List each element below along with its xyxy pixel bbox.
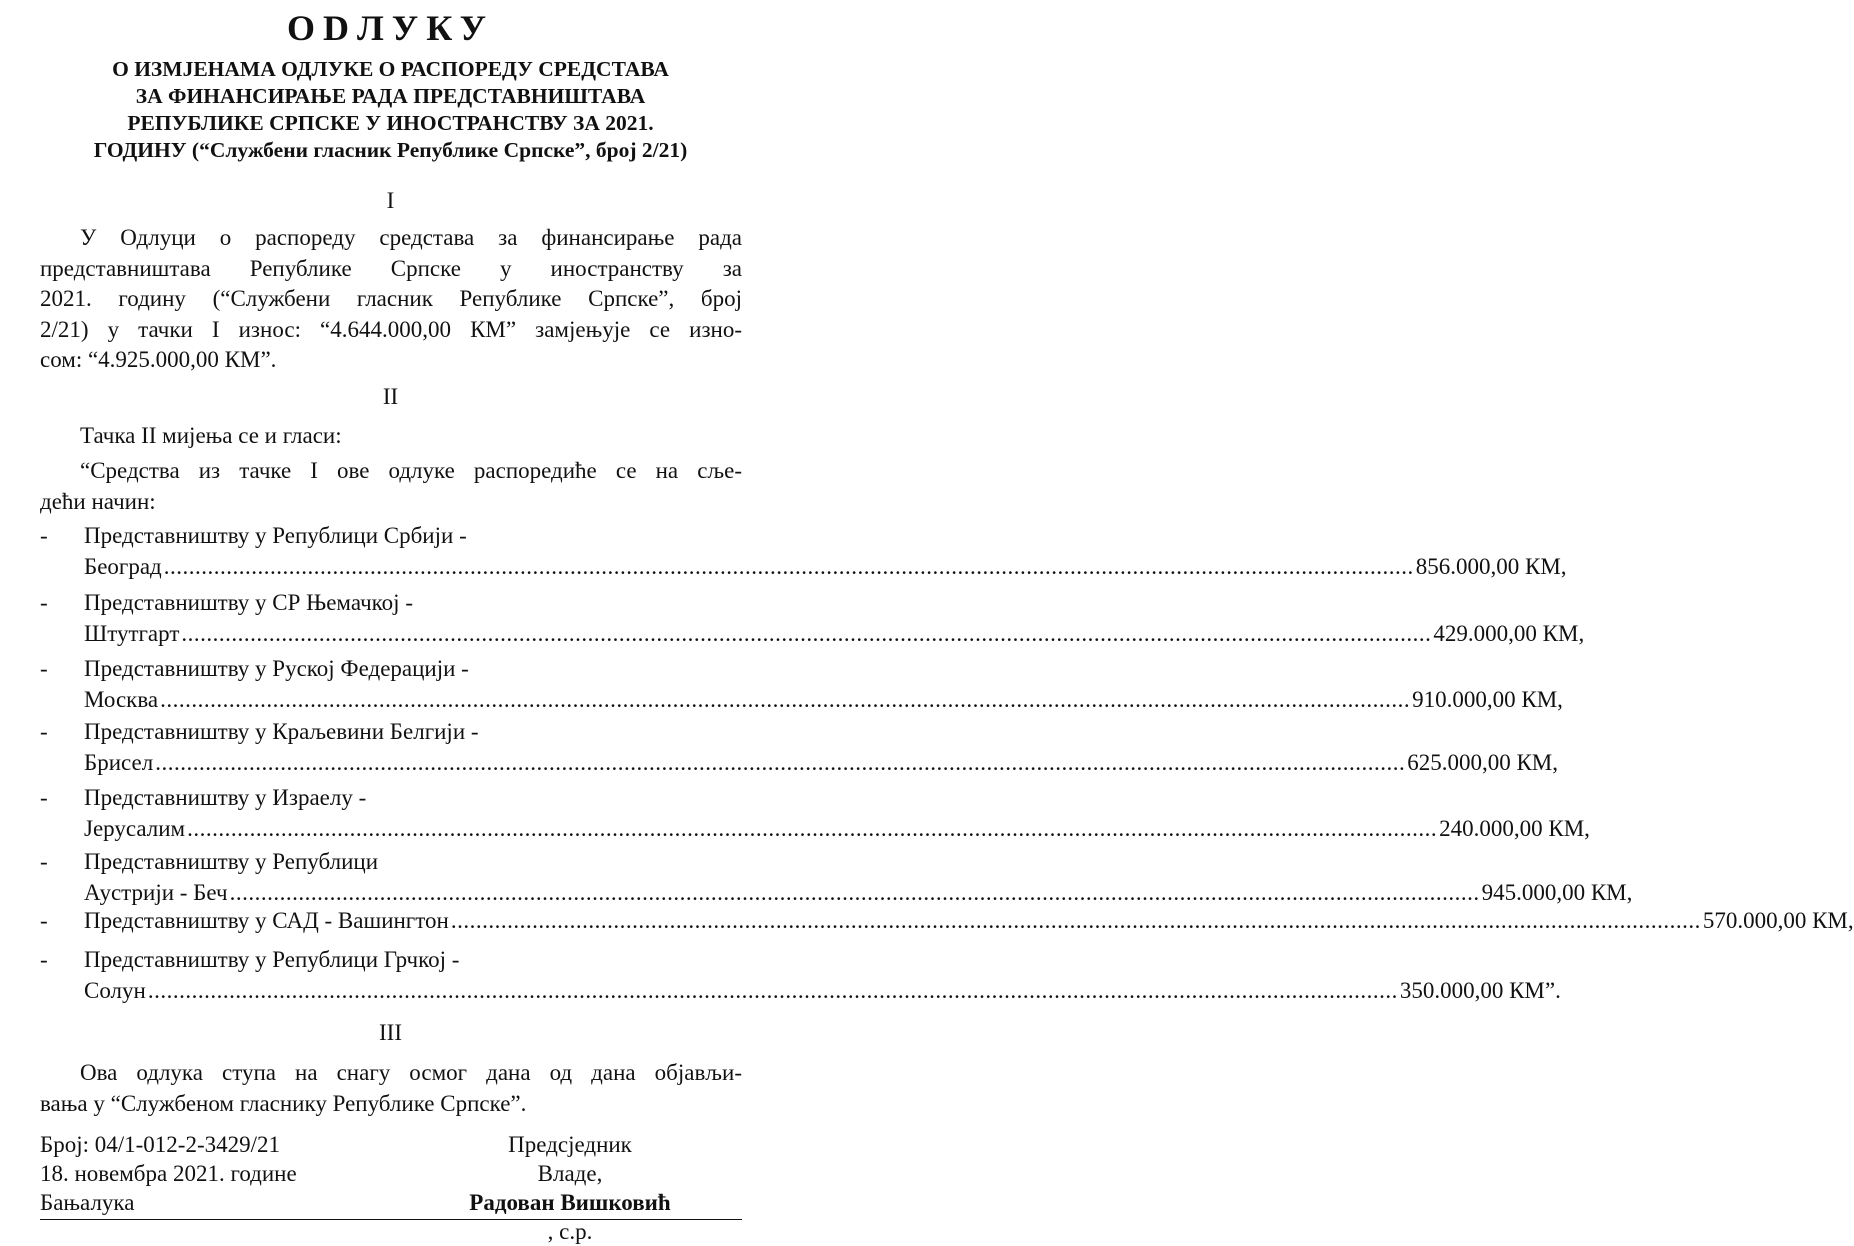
subtitle-line: ГОДИНУ (“Службени гласник Републике Српске”, број 2/21) xyxy=(93,138,688,162)
item-city: Москва xyxy=(84,687,159,712)
paragraph-line: 2021. годину (“Службени гласник Републике Српске”, број xyxy=(40,286,742,311)
paragraph-line: представништава Републике Српске у иностранству за xyxy=(40,255,742,281)
allocation-item xyxy=(40,782,1590,844)
bottom-divider xyxy=(40,1219,742,1220)
leader-dots: ........................................................................................................................................................................................................ xyxy=(450,908,1701,933)
paragraph-line: Тачка II мијења се и гласи: xyxy=(80,423,342,448)
signatory-name: Радован Вишковић xyxy=(469,1190,671,1215)
list-dash: - xyxy=(40,785,48,810)
leader-dots: ........................................................................................................................................................................................................ xyxy=(160,687,1411,712)
list-dash: - xyxy=(40,523,48,548)
document-date: 18. новембра 2021. године xyxy=(40,1161,297,1186)
item-office: Представништву у Израелу - xyxy=(84,785,367,810)
paragraph-line: Ова одлука ступа на снагу осмог дана од дана објављи- xyxy=(80,1060,742,1085)
item-amount: 910.000,00 КМ, xyxy=(1412,687,1563,712)
subtitle-line: ЗА ФИНАНСИРАЊЕ РАДА ПРЕДСТАВНИШТАВА xyxy=(135,84,646,108)
allocation-item xyxy=(40,520,1567,582)
section-1-paragraph xyxy=(40,223,742,376)
item-office: Представништву у Краљевини Белгији - xyxy=(84,719,479,744)
list-dash: - xyxy=(40,947,48,972)
section-2-intro xyxy=(40,421,742,452)
item-office: Представништву у Републици Грчкој - xyxy=(84,947,460,972)
item-office: Представништву у САД - Вашингтон xyxy=(84,908,449,933)
item-amount: 240.000,00 КМ, xyxy=(1439,816,1590,841)
item-amount: 429.000,00 КМ, xyxy=(1433,621,1585,646)
document-place: Бањалука xyxy=(40,1190,135,1215)
list-dash: - xyxy=(40,849,48,874)
document-subtitle xyxy=(20,56,761,164)
item-office: Представништву у Републици Србији - xyxy=(84,523,467,548)
subtitle-line: РЕПУБЛИКЕ СРПСКЕ У ИНОСТРАНСТВУ ЗА 2021. xyxy=(127,111,654,135)
section-heading-3: III xyxy=(379,1020,402,1045)
document-reference xyxy=(40,1130,297,1217)
leader-dots: ........................................................................................................................................................................................................ xyxy=(147,978,1398,1003)
item-city: Штутгарт xyxy=(84,621,180,646)
item-amount: 856.000,00 КМ, xyxy=(1415,554,1567,579)
item-amount: 945.000,00 КМ, xyxy=(1481,880,1633,905)
signatory-suffix: , с.р. xyxy=(547,1219,593,1244)
allocation-item xyxy=(40,905,1854,936)
item-office: Представништву у СР Њемачкој - xyxy=(84,590,413,615)
signatory xyxy=(420,1130,720,1246)
item-city: Београд xyxy=(84,554,162,579)
leader-dots: ........................................................................................................................................................................................................ xyxy=(155,750,1406,775)
section-heading-2: II xyxy=(382,384,399,409)
document-number: Број: 04/1-012-2-3429/21 xyxy=(40,1132,280,1157)
leader-dots: ........................................................................................................................................................................................................ xyxy=(229,880,1480,905)
paragraph-line: вања у “Службеном гласнику Републике Српске”. xyxy=(40,1090,527,1116)
list-dash: - xyxy=(40,719,48,744)
item-office: Представништву у Републици xyxy=(84,849,379,874)
item-amount: 570.000,00 КМ, xyxy=(1702,908,1854,933)
paragraph-line: У Одлуци о распореду средстава за финансирање рада xyxy=(80,225,742,250)
item-city: Солун xyxy=(84,978,146,1003)
leader-dots: ........................................................................................................................................................................................................ xyxy=(163,554,1414,579)
section-3-paragraph xyxy=(40,1058,742,1119)
list-dash: - xyxy=(40,590,48,615)
signatory-role: Предсједник xyxy=(508,1132,632,1157)
list-dash: - xyxy=(40,908,48,933)
item-office: Представништву у Руској Федерацији - xyxy=(84,656,469,681)
section-heading-1: I xyxy=(386,188,395,213)
allocation-item xyxy=(40,716,1558,778)
allocation-item xyxy=(40,944,1561,1006)
paragraph-line: 2/21) у тачки I износ: “4.644.000,00 КМ” замјењује се изно- xyxy=(40,316,742,342)
allocation-item xyxy=(40,587,1585,649)
allocation-item xyxy=(40,653,1563,715)
leader-dots: ........................................................................................................................................................................................................ xyxy=(187,816,1438,841)
item-amount: 625.000,00 КМ, xyxy=(1407,750,1558,775)
paragraph-line: сом: “4.925.000,00 КМ”. xyxy=(40,347,277,372)
section-2-lead xyxy=(40,456,742,517)
paragraph-line: “Средства из тачке I ове одлуке распоредиће се на сље- xyxy=(80,458,742,483)
list-dash: - xyxy=(40,656,48,681)
paragraph-line: дећи начин: xyxy=(40,488,156,514)
signatory-role-body: Владе, xyxy=(537,1161,603,1186)
item-city: Јерусалим xyxy=(84,816,186,841)
item-amount: 350.000,00 КМ”. xyxy=(1399,978,1561,1003)
allocation-item xyxy=(40,846,1633,908)
item-city: Аустрији - Беч xyxy=(84,880,228,905)
document-title: ODЛУКУ xyxy=(286,8,495,48)
subtitle-line: О ИЗМЈЕНАМА ОДЛУКЕ О РАСПОРЕДУ СРЕДСТАВА xyxy=(112,57,669,81)
item-city: Брисел xyxy=(84,750,154,775)
leader-dots: ........................................................................................................................................................................................................ xyxy=(181,621,1432,646)
